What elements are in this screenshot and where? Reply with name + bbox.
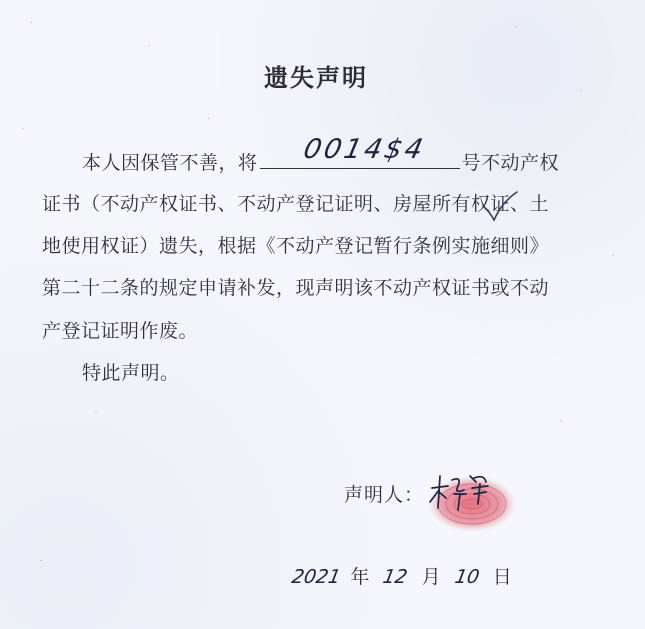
- fingerprint-seal: [418, 464, 518, 534]
- declarant-label: 声明人：: [344, 484, 425, 506]
- body-line-1: [82, 134, 560, 175]
- date-month: 12: [381, 566, 410, 588]
- body-line-3: 地使用权证）遗失，根据《不动产登记暂行条例实施细则》: [42, 235, 550, 257]
- scan-speck: [95, 410, 97, 411]
- date-day: 10: [452, 566, 481, 588]
- line1-prefix: 本人因保管不善，将: [82, 152, 258, 174]
- certificate-number-blank: [260, 134, 460, 169]
- check-mark-icon: [480, 190, 520, 224]
- scan-speck: [560, 420, 562, 421]
- scan-speck: [40, 560, 42, 561]
- line1-suffix: 号不动产权: [461, 152, 560, 174]
- scan-speck: [515, 26, 517, 27]
- scan-speck: [612, 255, 614, 256]
- date-year: 2021: [290, 566, 343, 588]
- date-row: [292, 562, 512, 589]
- body-line-2: 证书（不动产权证书、不动产登记证明、房屋所有权证、土: [42, 193, 550, 215]
- document-title: 遗失声明: [264, 63, 368, 92]
- scan-speck: [148, 45, 150, 46]
- scan-speck: [208, 118, 210, 119]
- body-line-6: 特此声明。: [82, 362, 180, 384]
- date-month-unit: 月: [421, 566, 441, 588]
- body-line-4: 第二十二条的规定申请补发，现声明该不动产权证书或不动: [42, 277, 550, 299]
- body-line-5: 产登记证明作废。: [42, 320, 199, 342]
- date-year-unit: 年: [350, 566, 370, 588]
- scan-speck: [30, 22, 32, 23]
- certificate-number: 0014$4: [300, 134, 428, 165]
- date-day-unit: 日: [492, 566, 512, 588]
- scan-speck: [22, 128, 24, 129]
